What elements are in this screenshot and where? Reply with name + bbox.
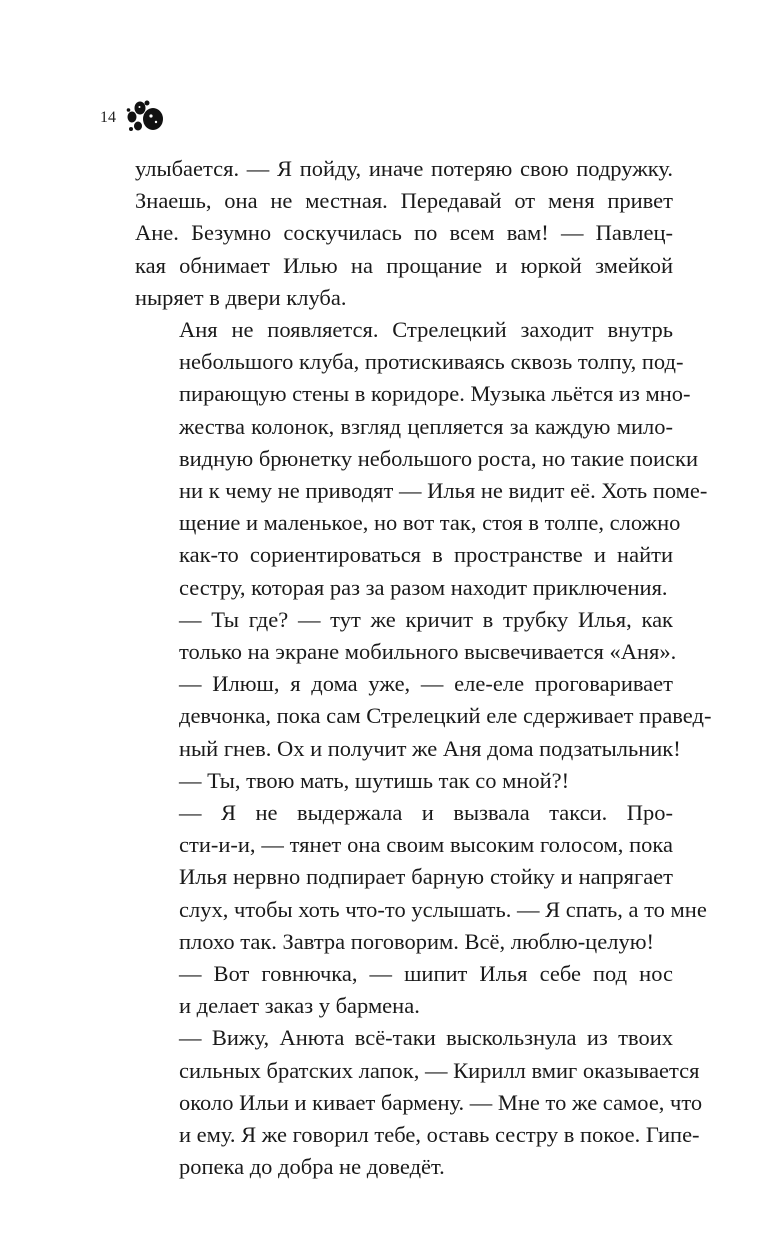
- text-line: ныряет в двери клуба.: [135, 284, 347, 310]
- text-line: Аня не появляется. Стрелецкий заходит внутрь: [179, 317, 673, 343]
- text-line: Знаешь, она не местная. Передавай от меня привет: [135, 188, 673, 214]
- text-line: небольшого клуба, протискиваясь сквозь толпу, под-: [179, 349, 684, 375]
- paragraph: [135, 668, 712, 765]
- text-line: Ане. Безумно соскучилась по всем вам! — Павлец-: [135, 220, 673, 246]
- text-line: — Ты, твою мать, шутишь так со мной?!: [179, 767, 570, 793]
- text-line: девчонка, пока сам Стрелецкий еле сдерживает правед-: [179, 703, 712, 729]
- paragraph: [135, 1022, 703, 1183]
- text-line: ни к чему не приводят — Илья не видит её. Хоть поме-: [179, 478, 708, 504]
- page-header: [100, 96, 166, 136]
- text-line: видную брюнетку небольшого роста, но такие поиски: [179, 445, 699, 471]
- paragraph: [135, 765, 673, 797]
- page-number: 14: [100, 109, 116, 126]
- text-line: только на экране мобильного высвечивается «Аня».: [179, 639, 677, 665]
- text-line: улыбается. — Я пойду, иначе потеряю свою подружку.: [135, 156, 673, 181]
- text-line: как-то сориентироваться в пространстве и найти: [179, 542, 673, 568]
- text-line: щение и маленькое, но вот так, стоя в толпе, сложно: [179, 510, 681, 536]
- text-line: — Ты где? — тут же кричит в трубку Илья, как: [179, 606, 673, 632]
- text-line: сильных братских лапок, — Кирилл вмиг оказывается: [179, 1057, 700, 1083]
- text-line: и делает заказ у бармена.: [179, 993, 420, 1019]
- text-line: слух, чтобы хоть что-то услышать. — Я спать, а то мне: [179, 896, 707, 922]
- text-line: сестру, которая раз за разом находит приключения.: [179, 574, 668, 600]
- text-line: — Илюш, я дома уже, — еле-еле проговаривает: [179, 671, 673, 697]
- paragraph: [135, 314, 708, 604]
- text-line: плохо так. Завтра поговорим. Всё, люблю-целую!: [179, 928, 654, 954]
- paragraph: [135, 958, 673, 1022]
- paragraph: [135, 797, 707, 958]
- text-line: — Вот говнючка, — шипит Илья себе под нос: [179, 961, 673, 987]
- text-line: и ему. Я же говорил тебе, оставь сестру в покое. Гипе-: [179, 1122, 700, 1148]
- text-line: — Вижу, Анюта всё-таки выскользнула из твоих: [179, 1025, 673, 1051]
- text-line: Илья нервно подпирает барную стойку и напрягает: [179, 864, 673, 890]
- body-text: [135, 153, 712, 1184]
- paragraph: [135, 604, 677, 668]
- text-line: пирающую стены в коридоре. Музыка льётся из мно-: [179, 381, 691, 407]
- text-line: ный гнев. Ох и получит же Аня дома подзатыльник!: [179, 735, 681, 761]
- text-line: около Ильи и кивает бармену. — Мне то же самое, что: [179, 1089, 703, 1115]
- paragraph: [135, 153, 673, 314]
- text-line: ропека до добра не доведёт.: [179, 1154, 445, 1180]
- text-line: — Я не выдержала и вызвала такси. Про-: [179, 800, 673, 826]
- paw-ornament-icon: [126, 99, 166, 133]
- text-line: жества колонок, взгляд цепляется за каждую мило-: [179, 413, 673, 439]
- text-line: кая обнимает Илью на прощание и юркой змейкой: [135, 252, 673, 278]
- text-line: сти-и-и, — тянет она своим высоким голосом, пока: [179, 832, 673, 858]
